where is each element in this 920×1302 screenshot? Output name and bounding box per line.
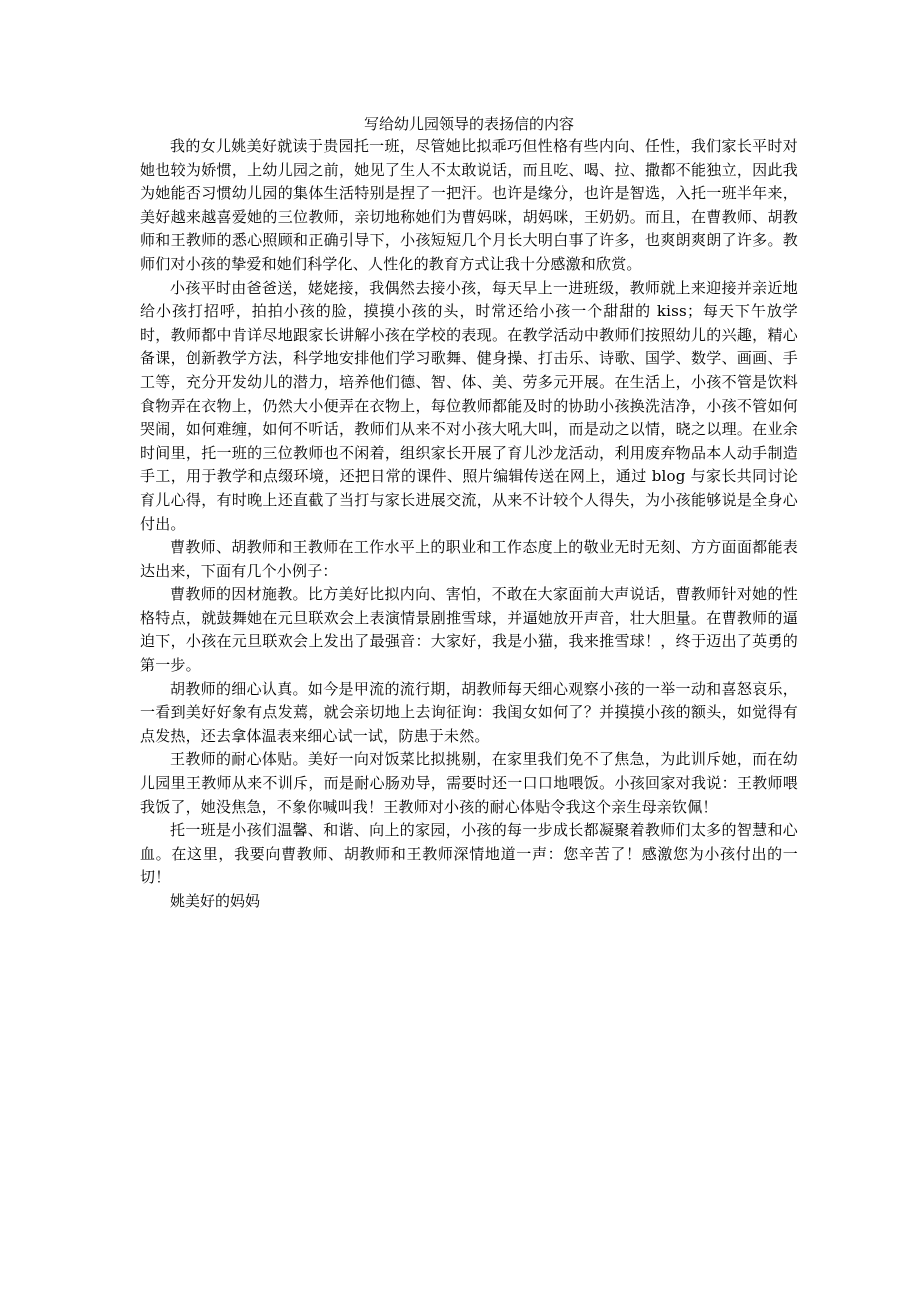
paragraph-teacher-hu: 胡教师的细心认真。如今是甲流的流行期，胡教师每天细心观察小孩的一举一动和喜怒哀乐，一看到美好好象有点发蔫，就会亲切地上去询征询：我闺女如何了？并摸摸小孩的额头，如觉得有点发热，还去拿体温表来细心试一试，防患于未然。 [140,679,798,745]
signature: 姚美好的妈妈 [170,892,261,910]
paragraph-closing: 托一班是小孩们温馨、和谐、向上的家园，小孩的每一步成长都凝聚着教师们太多的智慧和心血。在这里，我要向曹教师、胡教师和王教师深情地道一声：您辛苦了！感激您为小孩付出的一切！ [140,821,798,887]
document-title: 写给幼儿园领导的表扬信的内容 [363,115,574,133]
paragraph-examples-intro: 曹教师、胡教师和王教师在工作水平上的职业和工作态度上的敬业无时无刻、方方面面都能表达出来，下面有几个小例子： [140,538,798,580]
paragraph-teacher-wang: 王教师的耐心体贴。美好一向对饭菜比拟挑剔，在家里我们免不了焦急，为此训斥她，而在幼儿园里王教师从来不训斥，而是耐心肠劝导，需要时还一口口地喂饭。小孩回家对我说：王教师喂我饭了，她没焦急，不象你喊叫我！王教师对小孩的耐心体贴令我这个亲生母亲钦佩！ [140,750,798,816]
paragraph-daily-care: 小孩平时由爸爸送，姥姥接，我偶然去接小孩，每天早上一进班级，教师就上来迎接并亲近地给小孩打招呼，拍拍小孩的脸，摸摸小孩的头，时常还给小孩一个甜甜的 kiss；每天下午放学时，教师都中肯详尽地跟家长讲解小孩在学校的表现。在教学活动中教师们按照幼儿的兴趣，精心备课，创新教学方法，科学地安排他们学习歌舞、健身操、打击乐、诗歌、国学、数学、画画、手工等，充分开发幼儿的潜力，培养他们德、智、体、美、劳多元开展。在生活上，小孩不管是饮料食物弄在衣物上，仍然大小便弄在衣物上，每位教师都能及时的协助小孩换洗洁净，小孩不管如何哭闹，如何难缠，如何不听话，教师们从来不对小孩大吼大叫，而是动之以情，晓之以理。在业余时间里，托一班的三位教师也不闲着，组织家长开展了育儿沙龙活动，利用废弃物品本人动手制造手工，用于教学和点缀环境，还把日常的课件、照片编辑传送在网上，通过 blog 与家长共同讨论育儿心得，有时晚上还直截了当打与家长进展交流，从来不计较个人得失，为小孩能够说是全身心付出。 [140,278,798,533]
paragraph-intro: 我的女儿姚美好就读于贵园托一班，尽管她比拟乖巧但性格有些内向、任性，我们家长平时对她也较为娇惯，上幼儿园之前，她见了生人不太敢说话，而且吃、喝、拉、撒都不能独立，因此我为她能否习惯幼儿园的集体生活特别是捏了一把汗。也许是缘分，也许是智选，入托一班半年来，美好越来越喜爱她的三位教师，亲切地称她们为曹妈咪，胡妈咪，王奶奶。而且，在曹教师、胡教师和王教师的悉心照顾和正确引导下，小孩短短几个月长大明白事了许多，也爽朗爽朗了许多。教师们对小孩的挚爱和她们科学化、人性化的教育方式让我十分感激和欣赏。 [140,137,798,273]
paragraph-teacher-cao: 曹教师的因材施教。比方美好比拟内向、害怕，不敢在大家面前大声说话，曹教师针对她的性格特点，就鼓舞她在元旦联欢会上表演情景剧推雪球，并逼她放开声音，壮大胆量。在曹教师的逼迫下，小孩在元旦联欢会上发出了最强音：大家好，我是小猫，我来推雪球！，终于迈出了英勇的第一步。 [140,585,798,675]
document-page [140,113,798,914]
